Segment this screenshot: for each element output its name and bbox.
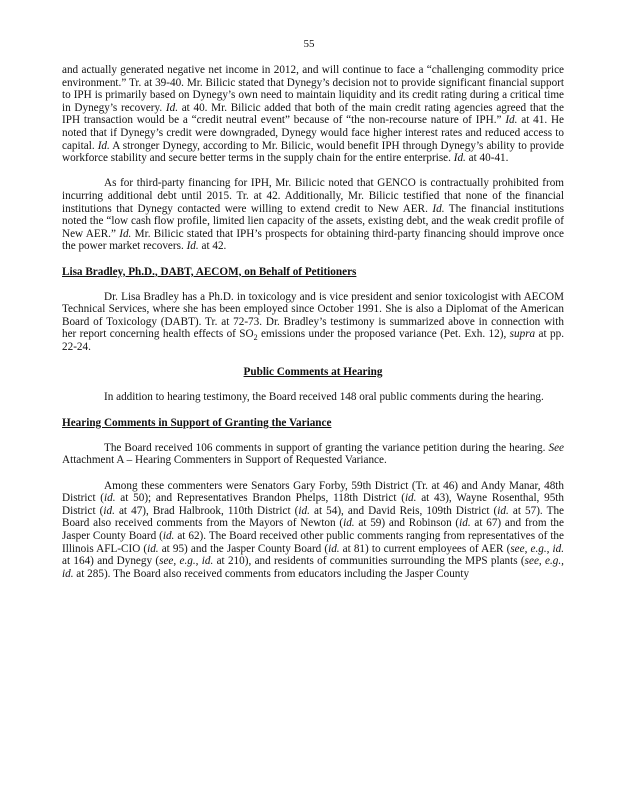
- heading-lisa-bradley: Lisa Bradley, Ph.D., DABT, AECOM, on Behalf of Petitioners: [62, 265, 357, 278]
- paragraph-bradley: Dr. Lisa Bradley has a Ph.D. in toxicology and is vice president and senior toxicologist with AECOM Technical Services, where she has been employed since October 1991. She is also a Diplomat of the American Board of Toxicology (DABT). Tr. at 72-73. Dr. Bradley’s testimony is summarized above in connection with her report concerning health effects of $SO_2$ emissions under the proposed variance (Pet. Exh. 12), supra at pp. 22-24.: [62, 290, 564, 354]
- paragraph-third-party-financing: As for third-party financing for IPH, Mr. Bilicic noted that GENCO is contractually prohibited from incurring additional debt until 2015. Tr. at 42. Additionally, Mr. Bilicic testified that none of the financial institutions that Dynegy contacted were willing to extend credit to New AER. Id. The financial institutions noted the “low cash flow profile, limited lien capacity of the assets, existing debt, and the weak credit profile of New AER.” Id. Mr. Bilicic stated that IPH’s prospects for obtaining third-party financing should improve once the power market recovers. Id. at 42.: [62, 177, 565, 253]
- paragraph-support-count: The Board received 106 comments in support of granting the variance petition during the hearing. See Attachment A – Hearing Commenters in Support of Requested Variance.: [62, 441, 565, 467]
- paragraph-public-comments: In addition to hearing testimony, the Board received 148 oral public comments during the hearing.: [104, 391, 544, 404]
- page-number: 55: [303, 38, 315, 50]
- paragraph-bilicic-dynegy: and actually generated negative net income in 2012, and will continue to face a “challenging commodity price environment.” Tr. at 39-40. Mr. Bilicic stated that Dynegy’s decision not to provide significant financial support to IPH is primarily based on Dynegy’s own need to maintain liquidity and its credit rating during a critical time in Dynegy’s recovery. Id. at 40. Mr. Bilicic added that both of the main credit rating agencies agreed that the IPH transaction would be a “credit neutral event” because of “the non-recourse nature of IPH.” Id. at 41. He noted that if Dynegy’s credit were downgraded, Dynegy would face higher interest rates and reduced access to capital. Id. A stronger Dynegy, according to Mr. Bilicic, would benefit IPH through Dynegy’s ability to provide workforce stability and secure better terms in the supply chain for the entire enterprise. Id. at 40-41.: [62, 64, 565, 165]
- heading-comments-in-support: Hearing Comments in Support of Granting the Variance: [62, 416, 332, 429]
- heading-public-comments: Public Comments at Hearing: [243, 366, 383, 379]
- page-body: [62, 64, 564, 593]
- paragraph-commenters: Among these commenters were Senators Gary Forby, 59th District (Tr. at 46) and Andy Manar, 48th District (id. at 50); and Representatives Brandon Phelps, 118th District (id. at 43), Wayne Rosenthal, 95th District (id. at 47), Brad Halbrook, 110th District (id. at 54), and David Reis, 109th District (id. at 57). The Board also received comments from the Mayors of Newton (id. at 59) and Robinson (id. at 67) and from the Jasper County Board (id. at 62). The Board received other public comments ranging from representatives of the Illinois AFL-CIO (id. at 95) and the Jasper County Board (id. at 81) to current employees of AER (see, e.g., id. at 164) and Dynegy (see, e.g., id. at 210), and residents of communities surrounding the MPS plants (see, e.g., id. at 285). The Board also received comments from educators including the Jasper County: [62, 479, 565, 580]
